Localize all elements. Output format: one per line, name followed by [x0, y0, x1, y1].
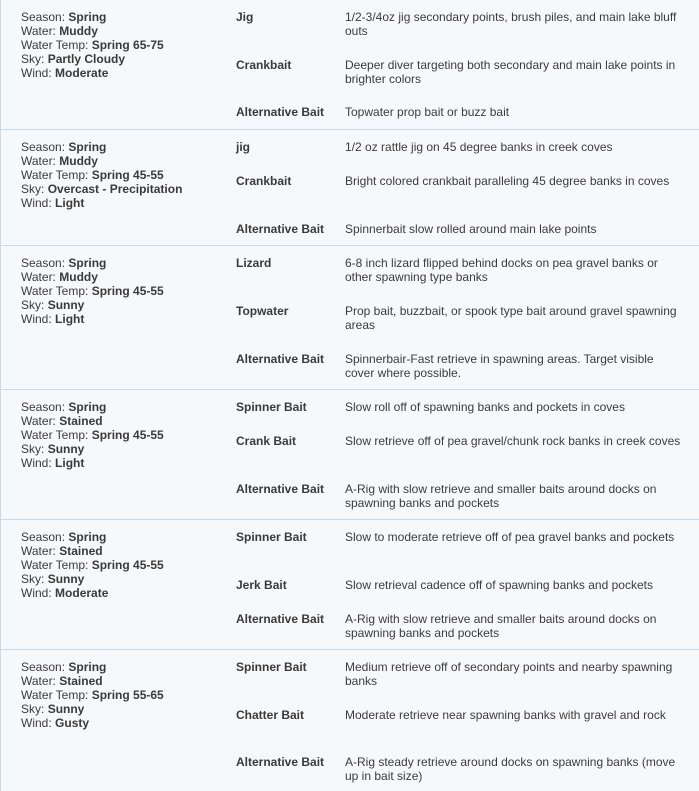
sky-line: Sky: Partly Cloudy: [21, 52, 126, 66]
bait-name: Alternative Bait: [236, 105, 325, 119]
bait-row: [215, 58, 699, 105]
water-temp-line: Water Temp: Spring 45-55: [21, 284, 164, 298]
sky-line: Sky: Sunny: [21, 298, 85, 312]
bait-list: [215, 520, 699, 649]
bait-name: jig: [236, 140, 250, 154]
water-line: Water: Muddy: [21, 24, 98, 38]
sky-value: Sunny: [47, 298, 85, 312]
wind-line: Wind: Moderate: [21, 586, 109, 600]
conditions-cell: [1, 0, 215, 129]
bait-list: [215, 650, 699, 791]
sky-value: Sunny: [47, 442, 85, 456]
bait-row: [215, 578, 699, 612]
condition-group: [1, 520, 699, 650]
water-temp-value: Spring 55-65: [91, 688, 164, 702]
water-value: Stained: [59, 414, 103, 428]
conditions-cell: [1, 130, 215, 245]
bait-name: Alternative Bait: [236, 755, 325, 769]
wind-line: Wind: Gusty: [21, 716, 90, 730]
bait-row: [215, 222, 699, 236]
bait-name: Spinner Bait: [236, 530, 307, 544]
bait-description: Deeper diver targeting both secondary and main lake points in brighter colors: [345, 58, 676, 86]
bait-name: Alternative Bait: [236, 352, 325, 366]
season-line: Season: Spring: [21, 10, 107, 24]
bait-description: Medium retrieve off of secondary points and nearby spawning banks: [345, 660, 673, 688]
water-temp-line: Water Temp: Spring 45-55: [21, 168, 164, 182]
condition-group: [1, 390, 699, 520]
water-temp-line: Water Temp: Spring 45-55: [21, 428, 164, 442]
water-temp-value: Spring 45-55: [91, 558, 164, 572]
water-line: Water: Stained: [21, 414, 103, 428]
wind-line: Wind: Light: [21, 456, 85, 470]
water-line: Water: Stained: [21, 544, 103, 558]
bait-row: [215, 482, 699, 510]
bait-name: Lizard: [236, 256, 272, 270]
water-value: Muddy: [59, 154, 98, 168]
bait-description: A-Rig steady retrieve around docks on spawning banks (move up in bait size): [345, 755, 676, 783]
bait-row: [215, 304, 699, 352]
season-value: Spring: [68, 10, 107, 24]
season-line: Season: Spring: [21, 140, 107, 154]
wind-line: Wind: Moderate: [21, 66, 109, 80]
bait-list: [215, 246, 699, 389]
bait-name: Crankbait: [236, 174, 292, 188]
condition-group: [1, 130, 699, 246]
bait-name: Alternative Bait: [236, 612, 325, 626]
bait-description: A-Rig with slow retrieve and smaller baits around docks on spawning banks and pockets: [345, 482, 657, 510]
sky-line: Sky: Overcast - Precipitation: [21, 182, 183, 196]
bait-description: 6-8 inch lizard flipped behind docks on pea gravel banks or other spawning type banks: [345, 256, 658, 284]
bait-description: A-Rig with slow retrieve and smaller baits around docks on spawning banks and pockets: [345, 612, 657, 640]
bait-row: [215, 660, 699, 708]
bait-description: Slow retrieve off of pea gravel/chunk rock banks in creek coves: [345, 434, 681, 448]
bait-row: [215, 755, 699, 783]
wind-value: Gusty: [55, 716, 90, 730]
bait-row: [215, 612, 699, 640]
sky-line: Sky: Sunny: [21, 702, 85, 716]
bait-row: [215, 530, 699, 578]
conditions-cell: [1, 650, 215, 791]
wind-line: Wind: Light: [21, 312, 85, 326]
bait-row: [215, 105, 699, 119]
bait-row: [215, 400, 699, 434]
bait-description: 1/2-3/4oz jig secondary points, brush piles, and main lake bluff outs: [345, 10, 677, 38]
bait-description: Moderate retrieve near spawning banks with gravel and rock: [345, 708, 666, 722]
sky-value: Sunny: [47, 702, 85, 716]
condition-group: [1, 0, 699, 130]
bait-row: [215, 434, 699, 482]
water-temp-line: Water Temp: Spring 45-55: [21, 558, 164, 572]
bait-name: Spinner Bait: [236, 660, 307, 674]
water-line: Water: Muddy: [21, 154, 98, 168]
bait-description: Slow roll off of spawning banks and pockets in coves: [345, 400, 625, 414]
season-line: Season: Spring: [21, 530, 107, 544]
bait-name: Alternative Bait: [236, 222, 325, 236]
bait-description: Bright colored crankbait paralleling 45 degree banks in coves: [345, 174, 670, 188]
bait-description: Slow retrieval cadence off of spawning banks and pockets: [345, 578, 653, 592]
bait-row: [215, 140, 699, 174]
conditions-cell: [1, 390, 215, 519]
bait-name: Topwater: [236, 304, 289, 318]
wind-value: Light: [55, 456, 85, 470]
conditions-cell: [1, 246, 215, 389]
condition-group: [1, 650, 699, 791]
water-temp-value: Spring 65-75: [91, 38, 164, 52]
season-value: Spring: [68, 660, 107, 674]
water-temp-value: Spring 45-55: [91, 168, 164, 182]
bait-name: Jig: [236, 10, 254, 24]
water-temp-line: Water Temp: Spring 65-75: [21, 38, 164, 52]
water-line: Water: Stained: [21, 674, 103, 688]
bait-row: [215, 352, 699, 380]
bait-description: Prop bait, buzzbait, or spook type bait around gravel spawning areas: [345, 304, 677, 332]
bait-row: [215, 174, 699, 222]
wind-line: Wind: Light: [21, 196, 85, 210]
bait-description: Topwater prop bait or buzz bait: [345, 105, 510, 119]
water-value: Stained: [59, 544, 103, 558]
water-line: Water: Muddy: [21, 270, 98, 284]
season-value: Spring: [68, 256, 107, 270]
season-line: Season: Spring: [21, 400, 107, 414]
bait-description: Spinnerbair-Fast retrieve in spawning areas. Target visible cover where possible.: [345, 352, 654, 380]
water-value: Stained: [59, 674, 103, 688]
season-line: Season: Spring: [21, 256, 107, 270]
sky-line: Sky: Sunny: [21, 572, 85, 586]
season-value: Spring: [68, 530, 107, 544]
water-value: Muddy: [59, 270, 98, 284]
bait-list: [215, 390, 699, 519]
bait-name: Alternative Bait: [236, 482, 325, 496]
bait-name: Spinner Bait: [236, 400, 307, 414]
season-line: Season: Spring: [21, 660, 107, 674]
bait-description: Spinnerbait slow rolled around main lake points: [345, 222, 597, 236]
wind-value: Light: [55, 196, 85, 210]
bait-name: Chatter Bait: [236, 708, 305, 722]
bait-description: Slow to moderate retrieve off of pea gravel banks and pockets: [345, 530, 675, 544]
water-temp-value: Spring 45-55: [91, 428, 164, 442]
bait-row: [215, 708, 699, 755]
sky-value: Partly Cloudy: [47, 52, 126, 66]
bait-name: Crankbait: [236, 58, 292, 72]
wind-value: Light: [55, 312, 85, 326]
conditions-cell: [1, 520, 215, 649]
water-temp-line: Water Temp: Spring 55-65: [21, 688, 164, 702]
sky-line: Sky: Sunny: [21, 442, 85, 456]
sky-value: Overcast - Precipitation: [47, 182, 183, 196]
season-value: Spring: [68, 140, 107, 154]
bait-row: [215, 256, 699, 304]
water-temp-value: Spring 45-55: [91, 284, 164, 298]
condition-group: [1, 246, 699, 390]
season-value: Spring: [68, 400, 107, 414]
water-value: Muddy: [59, 24, 98, 38]
wind-value: Moderate: [55, 66, 109, 80]
bait-name: Crank Bait: [236, 434, 297, 448]
bait-description: 1/2 oz rattle jig on 45 degree banks in creek coves: [345, 140, 613, 154]
wind-value: Moderate: [55, 586, 109, 600]
bait-row: [215, 10, 699, 58]
bait-list: [215, 0, 699, 129]
bait-name: Jerk Bait: [236, 578, 287, 592]
bait-list: [215, 130, 699, 245]
sky-value: Sunny: [47, 572, 85, 586]
